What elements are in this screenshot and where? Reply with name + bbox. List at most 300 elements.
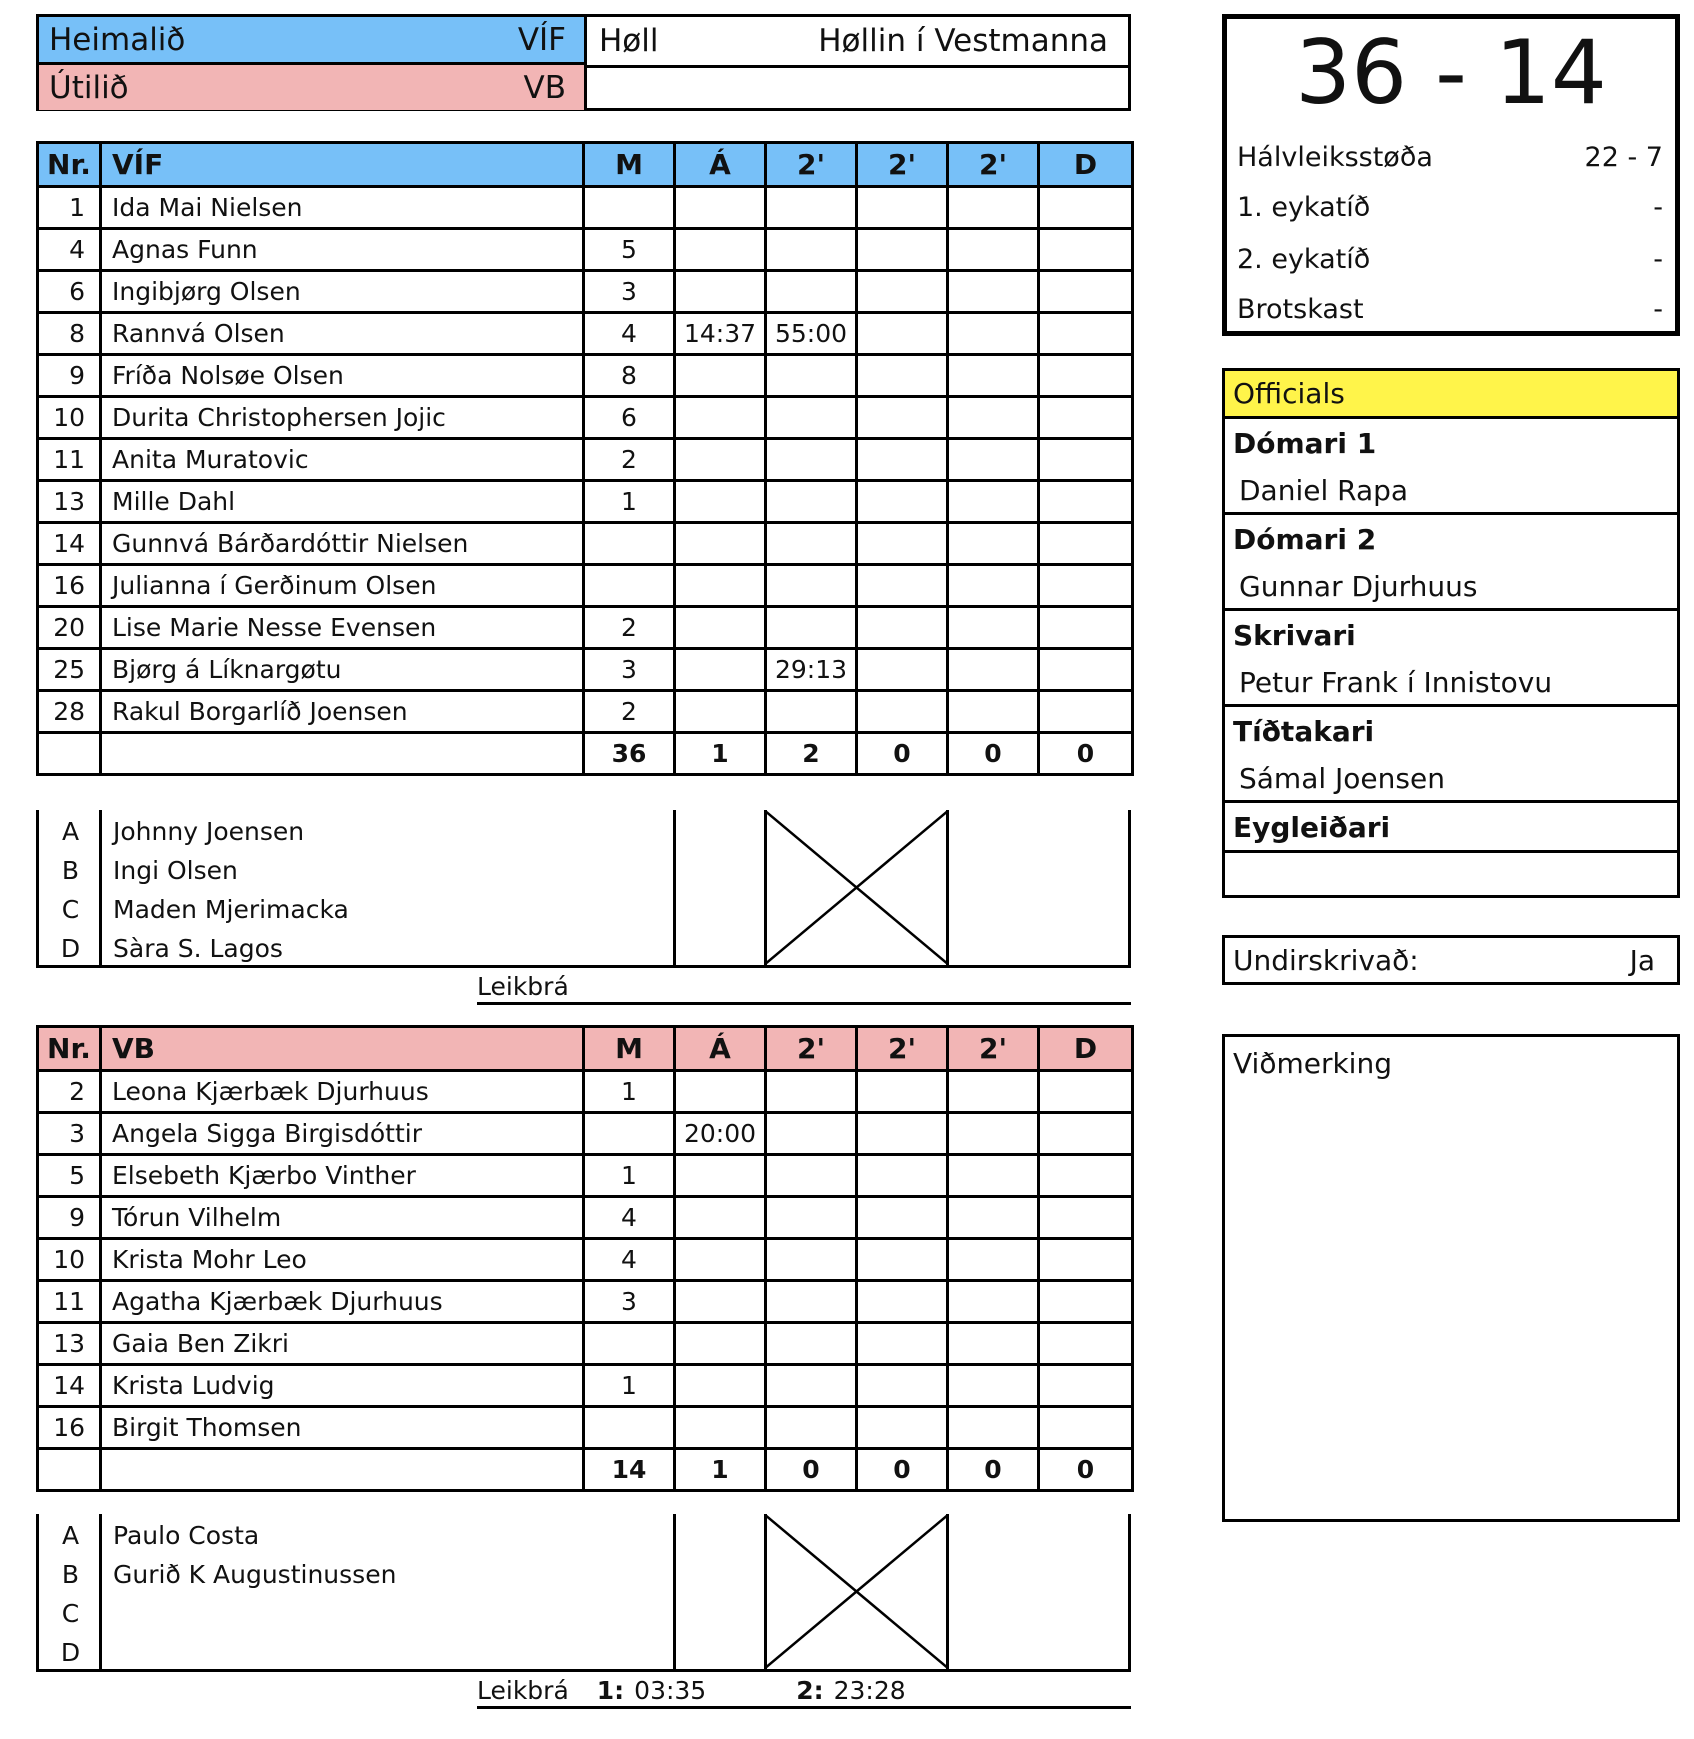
- goals-cell: 8: [584, 355, 675, 397]
- player-number: 6: [38, 271, 101, 313]
- official-name: Petur Frank í Innistovu: [1239, 666, 1553, 699]
- home-roster-table: [36, 141, 1134, 776]
- col-suspension-2: 2': [857, 1027, 948, 1071]
- official-role: Tíðtakari: [1233, 715, 1375, 748]
- player-name: Agatha Kjærbæk Djurhuus: [101, 1281, 584, 1323]
- goals-cell: 5: [584, 229, 675, 271]
- player-row: [38, 1365, 1133, 1407]
- staff-name: Maden Mjerimacka: [113, 895, 349, 924]
- player-number: 10: [38, 397, 101, 439]
- suspension-1-cell: [766, 607, 857, 649]
- final-score: 36 - 14: [1295, 21, 1607, 124]
- away-roster-table: [36, 1025, 1134, 1492]
- col-disqualification: D: [1039, 1027, 1133, 1071]
- suspension-2-cell: [857, 1071, 948, 1113]
- suspension-1-cell: [766, 565, 857, 607]
- disqualification-cell: [1039, 313, 1133, 355]
- suspension-3-cell: [948, 1113, 1039, 1155]
- official-name: Daniel Rapa: [1239, 474, 1409, 507]
- suspension-3-cell: [948, 1071, 1039, 1113]
- total-disqualification-cell: 0: [1039, 733, 1133, 775]
- disqualification-cell: [1039, 607, 1133, 649]
- player-row: [38, 523, 1133, 565]
- warning-cell: [675, 187, 766, 229]
- suspension-2-cell: [857, 1365, 948, 1407]
- total-suspension-3-cell: 0: [948, 733, 1039, 775]
- goals-cell: 3: [584, 271, 675, 313]
- warning-cell: [675, 1281, 766, 1323]
- warning-cell: [675, 649, 766, 691]
- suspension-2-cell: [857, 607, 948, 649]
- suspension-3-cell: [948, 523, 1039, 565]
- col-warning: Á: [675, 143, 766, 187]
- suspension-3-cell: [948, 649, 1039, 691]
- remarks-label: Viðmerking: [1233, 1047, 1392, 1080]
- signed-label: Undirskrivað:: [1233, 943, 1419, 977]
- staff-name: Johnny Joensen: [113, 817, 305, 846]
- suspension-2-cell: [857, 565, 948, 607]
- official-role: Skrivari: [1233, 619, 1356, 652]
- goals-cell: 2: [584, 691, 675, 733]
- disqualification-cell: [1039, 1071, 1133, 1113]
- disqualification-cell: [1039, 1365, 1133, 1407]
- timeout-2-label: 2:: [796, 1675, 824, 1705]
- suspension-1-cell: [766, 1071, 857, 1113]
- suspension-2-cell: [857, 1197, 948, 1239]
- suspension-3-cell: [948, 1407, 1039, 1449]
- suspension-3-cell: [948, 313, 1039, 355]
- col-nr: Nr.: [38, 143, 101, 187]
- goals-cell: [584, 1323, 675, 1365]
- venue-label: Høll: [599, 23, 659, 59]
- suspension-2-cell: [857, 397, 948, 439]
- official-referee-1: [1225, 419, 1677, 515]
- suspension-1-cell: 29:13: [766, 649, 857, 691]
- warning-cell: [675, 271, 766, 313]
- warning-cell: [675, 691, 766, 733]
- player-name: Birgit Thomsen: [101, 1407, 584, 1449]
- suspension-2-cell: [857, 1113, 948, 1155]
- player-number: 14: [38, 1365, 101, 1407]
- score-box: [1222, 14, 1680, 336]
- official-observer: [1225, 803, 1677, 853]
- player-row: [38, 1071, 1133, 1113]
- staff-name: Paulo Costa: [113, 1521, 260, 1550]
- score-row-value: -: [1653, 243, 1663, 275]
- penalty-shootout-row: [1237, 289, 1663, 329]
- suspension-1-cell: [766, 1323, 857, 1365]
- goals-cell: 2: [584, 607, 675, 649]
- col-goals: M: [584, 143, 675, 187]
- disqualification-cell: [1039, 523, 1133, 565]
- suspension-3-cell: [948, 229, 1039, 271]
- total-warning-cell: 1: [675, 1449, 766, 1491]
- score-row-label: 1. eykatíð: [1237, 191, 1371, 223]
- warning-cell: [675, 481, 766, 523]
- away-table-header: [38, 1027, 1133, 1071]
- player-row: [38, 355, 1133, 397]
- staff-column-line: [673, 1514, 676, 1669]
- player-row: [38, 1239, 1133, 1281]
- player-row: [38, 1407, 1133, 1449]
- score-row-label: Brotskast: [1237, 293, 1364, 325]
- venue-name: Høllin í Vestmanna: [818, 23, 1108, 59]
- score-row-label: 2. eykatíð: [1237, 243, 1371, 275]
- suspension-1-cell: [766, 1239, 857, 1281]
- official-timekeeper: [1225, 707, 1677, 803]
- totals-blank: [101, 1449, 584, 1491]
- player-name: Julianna í Gerðinum Olsen: [101, 565, 584, 607]
- staff-letter: D: [60, 934, 81, 963]
- warning-cell: [675, 1197, 766, 1239]
- staff-letter: C: [61, 895, 80, 924]
- away-team-code: VB: [523, 69, 566, 106]
- suspension-3-cell: [948, 565, 1039, 607]
- player-name: Tórun Vilhelm: [101, 1197, 584, 1239]
- away-team-row: [39, 65, 584, 110]
- disqualification-cell: [1039, 397, 1133, 439]
- warning-cell: [675, 439, 766, 481]
- suspension-2-cell: [857, 691, 948, 733]
- disqualification-cell: [1039, 481, 1133, 523]
- score-row-value: 22 - 7: [1584, 141, 1663, 173]
- score-row-value: -: [1653, 293, 1663, 325]
- crossed-out-cell: [764, 1514, 949, 1669]
- player-number: 8: [38, 313, 101, 355]
- disqualification-cell: [1039, 649, 1133, 691]
- warning-cell: [675, 1407, 766, 1449]
- col-nr: Nr.: [38, 1027, 101, 1071]
- away-staff-block: [36, 1514, 1131, 1672]
- suspension-2-cell: [857, 1281, 948, 1323]
- player-name: Agnas Funn: [101, 229, 584, 271]
- goals-cell: [584, 1407, 675, 1449]
- warning-cell: 20:00: [675, 1113, 766, 1155]
- player-row: [38, 397, 1133, 439]
- staff-column-line: [673, 810, 676, 965]
- suspension-1-cell: [766, 229, 857, 271]
- staff-name: Sàra S. Lagos: [113, 934, 283, 963]
- col-suspension-2: 2': [857, 143, 948, 187]
- player-name: Elsebeth Kjærbo Vinther: [101, 1155, 584, 1197]
- goals-cell: 1: [584, 481, 675, 523]
- suspension-1-cell: [766, 523, 857, 565]
- total-suspension-1-cell: 0: [766, 1449, 857, 1491]
- player-number: 2: [38, 1071, 101, 1113]
- staff-letter: D: [60, 1638, 81, 1667]
- total-suspension-2-cell: 0: [857, 1449, 948, 1491]
- suspension-3-cell: [948, 1281, 1039, 1323]
- totals-blank: [38, 733, 101, 775]
- player-name: Rakul Borgarlíð Joensen: [101, 691, 584, 733]
- goals-cell: 1: [584, 1155, 675, 1197]
- disqualification-cell: [1039, 565, 1133, 607]
- warning-cell: [675, 1071, 766, 1113]
- player-row: [38, 313, 1133, 355]
- suspension-1-cell: [766, 1407, 857, 1449]
- warning-cell: [675, 229, 766, 271]
- player-number: 9: [38, 355, 101, 397]
- remarks-box[interactable]: [1222, 1034, 1680, 1522]
- disqualification-cell: [1039, 1239, 1133, 1281]
- col-suspension-1: 2': [766, 143, 857, 187]
- player-number: 16: [38, 565, 101, 607]
- suspension-1-cell: [766, 355, 857, 397]
- suspension-1-cell: [766, 271, 857, 313]
- player-name: Bjørg á Líknargøtu: [101, 649, 584, 691]
- goals-cell: 4: [584, 313, 675, 355]
- col-team: VB: [101, 1027, 584, 1071]
- goals-cell: 4: [584, 1239, 675, 1281]
- disqualification-cell: [1039, 691, 1133, 733]
- suspension-2-cell: [857, 439, 948, 481]
- player-number: 28: [38, 691, 101, 733]
- halftime-row: [1237, 137, 1663, 177]
- player-row: [38, 187, 1133, 229]
- totals-row: [38, 733, 1133, 775]
- goals-cell: 4: [584, 1197, 675, 1239]
- suspension-2-cell: [857, 1407, 948, 1449]
- suspension-1-cell: [766, 481, 857, 523]
- staff-name: Ingi Olsen: [113, 856, 238, 885]
- total-disqualification-cell: 0: [1039, 1449, 1133, 1491]
- away-label: Útilið: [49, 69, 129, 106]
- staff-letter: B: [61, 856, 80, 885]
- home-team-code: VÍF: [517, 21, 566, 58]
- extra-time-2-row: [1237, 239, 1663, 279]
- player-name: Ingibjørg Olsen: [101, 271, 584, 313]
- staff-name: Gurið K Augustinussen: [113, 1560, 397, 1589]
- col-warning: Á: [675, 1027, 766, 1071]
- player-name: Gunnvá Bárðardóttir Nielsen: [101, 523, 584, 565]
- suspension-2-cell: [857, 649, 948, 691]
- suspension-1-cell: [766, 1197, 857, 1239]
- player-number: 9: [38, 1197, 101, 1239]
- player-row: [38, 1323, 1133, 1365]
- official-role: Dómari 2: [1233, 523, 1377, 556]
- suspension-2-cell: [857, 355, 948, 397]
- col-suspension-3: 2': [948, 1027, 1039, 1071]
- player-name: Krista Mohr Leo: [101, 1239, 584, 1281]
- disqualification-cell: [1039, 439, 1133, 481]
- suspension-1-cell: [766, 187, 857, 229]
- goals-cell: [584, 187, 675, 229]
- suspension-3-cell: [948, 1365, 1039, 1407]
- warning-cell: [675, 355, 766, 397]
- disqualification-cell: [1039, 187, 1133, 229]
- suspension-3-cell: [948, 439, 1039, 481]
- suspension-3-cell: [948, 1323, 1039, 1365]
- suspension-1-cell: [766, 1365, 857, 1407]
- suspension-2-cell: [857, 523, 948, 565]
- disqualification-cell: [1039, 1323, 1133, 1365]
- player-name: Ida Mai Nielsen: [101, 187, 584, 229]
- disqualification-cell: [1039, 1155, 1133, 1197]
- header-divider: [584, 17, 587, 108]
- player-row: [38, 229, 1133, 271]
- suspension-2-cell: [857, 229, 948, 271]
- player-name: Anita Muratovic: [101, 439, 584, 481]
- suspension-1-cell: [766, 1281, 857, 1323]
- official-role: Dómari 1: [1233, 427, 1377, 460]
- player-name: Rannvá Olsen: [101, 313, 584, 355]
- player-name: Fríða Nolsøe Olsen: [101, 355, 584, 397]
- official-name: Sámal Joensen: [1239, 762, 1445, 795]
- player-row: [38, 481, 1133, 523]
- signed-value: Ja: [1629, 943, 1655, 977]
- suspension-2-cell: [857, 313, 948, 355]
- warning-cell: [675, 523, 766, 565]
- goals-cell: 3: [584, 1281, 675, 1323]
- suspension-3-cell: [948, 691, 1039, 733]
- player-number: 10: [38, 1239, 101, 1281]
- total-suspension-2-cell: 0: [857, 733, 948, 775]
- player-row: [38, 565, 1133, 607]
- total-goals-cell: 36: [584, 733, 675, 775]
- player-number: 16: [38, 1407, 101, 1449]
- disqualification-cell: [1039, 1113, 1133, 1155]
- suspension-3-cell: [948, 607, 1039, 649]
- suspension-3-cell: [948, 355, 1039, 397]
- totals-blank: [38, 1449, 101, 1491]
- suspension-3-cell: [948, 1197, 1039, 1239]
- goals-cell: 3: [584, 649, 675, 691]
- suspension-3-cell: [948, 271, 1039, 313]
- suspension-3-cell: [948, 397, 1039, 439]
- player-number: 20: [38, 607, 101, 649]
- suspension-3-cell: [948, 481, 1039, 523]
- timeout-2-time: 23:28: [833, 1675, 906, 1705]
- player-number: 13: [38, 1323, 101, 1365]
- player-number: 11: [38, 1281, 101, 1323]
- player-name: Mille Dahl: [101, 481, 584, 523]
- timeout-1-label: 1:: [596, 1675, 625, 1705]
- total-goals-cell: 14: [584, 1449, 675, 1491]
- disqualification-cell: [1039, 1197, 1133, 1239]
- timeout-label: Leikbrá: [477, 1675, 569, 1705]
- player-row: [38, 1113, 1133, 1155]
- player-row: [38, 691, 1133, 733]
- warning-cell: [675, 565, 766, 607]
- suspension-1-cell: [766, 397, 857, 439]
- disqualification-cell: [1039, 1281, 1133, 1323]
- official-name: Gunnar Djurhuus: [1239, 570, 1478, 603]
- player-name: Durita Christophersen Jojic: [101, 397, 584, 439]
- suspension-1-cell: [766, 1155, 857, 1197]
- staff-letter: B: [61, 1560, 80, 1589]
- goals-cell: [584, 523, 675, 565]
- col-team: VÍF: [101, 143, 584, 187]
- official-role: Eygleiðari: [1233, 811, 1391, 844]
- player-number: 3: [38, 1113, 101, 1155]
- goals-cell: 2: [584, 439, 675, 481]
- goals-cell: [584, 1113, 675, 1155]
- staff-letter: A: [61, 1521, 80, 1550]
- player-number: 1: [38, 187, 101, 229]
- player-row: [38, 607, 1133, 649]
- home-timeouts: [477, 970, 1131, 1005]
- warning-cell: [675, 1365, 766, 1407]
- goals-cell: [584, 565, 675, 607]
- venue-row: [599, 17, 1108, 65]
- total-warning-cell: 1: [675, 733, 766, 775]
- extra-time-1-row: [1237, 187, 1663, 227]
- total-suspension-1-cell: 2: [766, 733, 857, 775]
- warning-cell: [675, 1323, 766, 1365]
- match-header: [36, 14, 1131, 111]
- player-row: [38, 1197, 1133, 1239]
- player-number: 4: [38, 229, 101, 271]
- suspension-2-cell: [857, 1323, 948, 1365]
- officials-title: Officials: [1225, 371, 1677, 419]
- disqualification-cell: [1039, 271, 1133, 313]
- suspension-2-cell: [857, 481, 948, 523]
- score-row-value: -: [1653, 191, 1663, 223]
- col-suspension-1: 2': [766, 1027, 857, 1071]
- home-label: Heimalið: [49, 21, 186, 58]
- suspension-1-cell: [766, 691, 857, 733]
- staff-letter: A: [61, 817, 80, 846]
- warning-cell: [675, 397, 766, 439]
- disqualification-cell: [1039, 229, 1133, 271]
- player-number: 25: [38, 649, 101, 691]
- goals-cell: 6: [584, 397, 675, 439]
- player-number: 5: [38, 1155, 101, 1197]
- player-number: 13: [38, 481, 101, 523]
- player-name: Gaia Ben Zikri: [101, 1323, 584, 1365]
- player-number: 14: [38, 523, 101, 565]
- away-timeouts: [477, 1674, 1131, 1709]
- suspension-1-cell: [766, 439, 857, 481]
- totals-blank: [101, 733, 584, 775]
- officials-panel: [1222, 368, 1680, 898]
- player-name: Angela Sigga Birgisdóttir: [101, 1113, 584, 1155]
- player-row: [38, 439, 1133, 481]
- suspension-3-cell: [948, 1155, 1039, 1197]
- player-name: Leona Kjærbæk Djurhuus: [101, 1071, 584, 1113]
- totals-row: [38, 1449, 1133, 1491]
- venue-divider: [587, 65, 1128, 68]
- disqualification-cell: [1039, 1407, 1133, 1449]
- suspension-2-cell: [857, 1155, 948, 1197]
- score-row-label: Hálvleiksstøða: [1237, 141, 1433, 173]
- warning-cell: [675, 1239, 766, 1281]
- suspension-2-cell: [857, 187, 948, 229]
- col-disqualification: D: [1039, 143, 1133, 187]
- signed-field: [1222, 935, 1680, 985]
- staff-letter: C: [61, 1599, 80, 1628]
- player-number: 11: [38, 439, 101, 481]
- home-team-row: [39, 17, 584, 65]
- warning-cell: [675, 1155, 766, 1197]
- goals-cell: 1: [584, 1071, 675, 1113]
- home-staff-block: [36, 810, 1131, 968]
- suspension-3-cell: [948, 187, 1039, 229]
- crossed-out-cell: [764, 810, 949, 965]
- suspension-1-cell: 55:00: [766, 313, 857, 355]
- player-row: [38, 271, 1133, 313]
- disqualification-cell: [1039, 355, 1133, 397]
- timeout-1-time: 03:35: [634, 1675, 707, 1705]
- warning-cell: [675, 607, 766, 649]
- player-name: Krista Ludvig: [101, 1365, 584, 1407]
- home-table-header: [38, 143, 1133, 187]
- official-scorekeeper: [1225, 611, 1677, 707]
- player-row: [38, 1281, 1133, 1323]
- goals-cell: 1: [584, 1365, 675, 1407]
- suspension-3-cell: [948, 1239, 1039, 1281]
- suspension-1-cell: [766, 1113, 857, 1155]
